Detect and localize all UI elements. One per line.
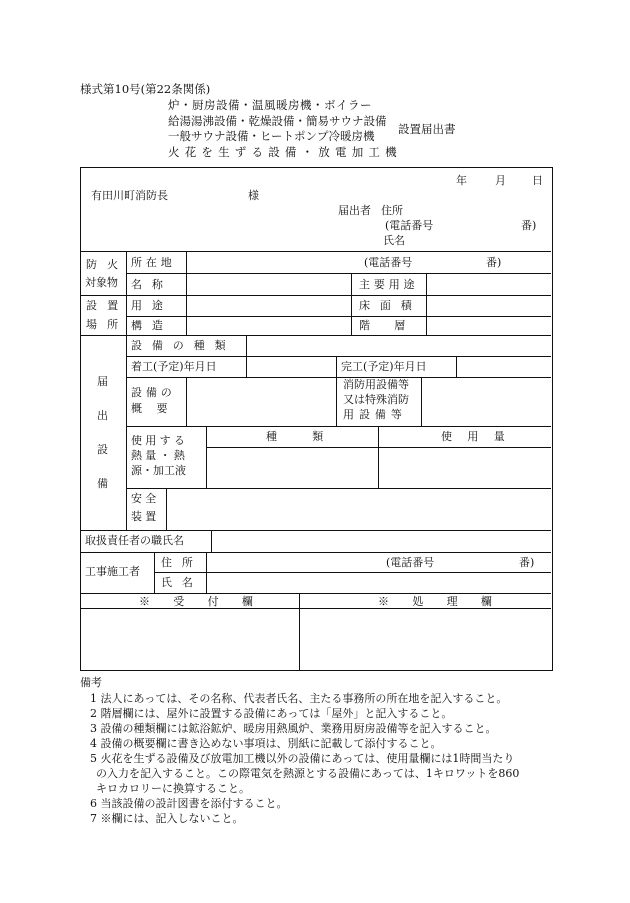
notes-heading: 備考 (80, 676, 102, 689)
form-number: 様式第10号(第22条関係) (80, 82, 211, 96)
heat-label-2: 熱量・熱 (131, 449, 189, 462)
applicant-name-label: 氏名 (383, 234, 405, 247)
equip-group-label-3: 設 (97, 443, 108, 456)
date-month: 月 (495, 174, 506, 187)
site-group-label-1: 設 置 (86, 299, 122, 312)
note-item: 6 当該設備の設計図書を添付すること。 (90, 797, 288, 810)
fire-equip-label-1: 消防用設備等 (343, 378, 409, 391)
main-use-label: 主要用途 (359, 278, 419, 291)
note-item: 3 設備の種類欄には鉱浴鉱炉、暖房用熱風炉、業務用厨房設備等を記入すること。 (90, 722, 497, 735)
equipment-line-2: 給湯湯沸設備・乾燥設備・簡易サウナ設備 (168, 114, 387, 128)
equip-kind-label: 設備の種類 (131, 339, 236, 352)
reception-column-header: ※ 受 付 欄 (139, 595, 263, 608)
note-item: 1 法人にあっては、その名称、代表者氏名、主たる事務所の所在地を記入すること。 (90, 692, 508, 705)
contractor-address-label: 住所 (161, 556, 203, 569)
applicant-label: 届出者 (338, 204, 371, 217)
note-item-continued: の入力を記入すること。この際電気を熱源とする設備にあっては、1キロワットを860 (96, 767, 520, 780)
site-use-label: 用途 (131, 299, 173, 312)
equipment-line-3: 一般サウナ設備・ヒートポンプ冷暖房機 (168, 129, 375, 143)
fire-equip-label-2: 又は特殊消防 (343, 393, 409, 406)
equipment-line-4: 火花を生ずる設備・放電加工機 (168, 145, 402, 159)
equip-group-label-1: 届 (97, 375, 108, 388)
outline-label-1: 設備の (131, 386, 176, 399)
site-group-label-2: 場 所 (86, 318, 122, 331)
note-item: 5 火花を生ずる設備及び放電加工機以外の設備にあっては、使用量欄には1時間当たり (90, 752, 515, 765)
equip-group-label-2: 出 (97, 409, 108, 422)
location-phone-end: 番) (486, 256, 502, 269)
location-label: 所在地 (131, 256, 176, 269)
process-column-header: ※ 処 理 欄 (378, 595, 502, 608)
end-date-label: 完工(予定)年月日 (341, 360, 427, 373)
safety-label-1: 安全 (131, 492, 160, 505)
amount-column-header: 使用量 (441, 430, 521, 443)
applicant-phone-end: 番) (521, 219, 537, 232)
addressee: 有田川町消防長 (91, 189, 168, 202)
safety-label-2: 装置 (131, 510, 160, 523)
manager-label: 取扱責任者の職氏名 (85, 534, 184, 547)
contractor-label: 工事施工者 (85, 565, 140, 578)
target-name-label: 名称 (131, 278, 173, 291)
note-item: 7 ※欄には、記入しないこと。 (90, 812, 244, 825)
application-form (80, 167, 553, 671)
contractor-name-label: 氏名 (161, 576, 203, 589)
floor-label: 階層 (359, 319, 430, 332)
date-year: 年 (456, 174, 467, 187)
target-group-label-1: 防 火 (86, 258, 122, 271)
form-title: 設置届出書 (398, 122, 456, 136)
fire-equip-label-3: 用設備等 (343, 408, 407, 421)
location-phone-label: (電話番号 (364, 256, 413, 269)
equipment-line-1: 炉・厨房設備・温風暖房機・ボイラー (168, 98, 372, 112)
note-item-continued: キロカロリーに換算すること。 (96, 782, 250, 795)
addressee-honorific: 様 (248, 189, 259, 202)
heat-label-3: 源・加工液 (131, 464, 186, 477)
heat-label-1: 使用する (131, 434, 189, 447)
equip-group-label-4: 備 (97, 477, 108, 490)
floor-area-label: 床面積 (359, 299, 422, 312)
contractor-phone-label: (電話番号 (386, 556, 435, 569)
date-day: 日 (532, 174, 543, 187)
outline-label-2: 概 要 (131, 402, 173, 415)
applicant-phone-label: (電話番号 (385, 219, 434, 232)
note-item: 4 設備の概要欄に書き込めない事項は、別紙に記載して添付すること。 (90, 737, 442, 750)
structure-label: 構造 (131, 319, 173, 332)
target-group-label-2: 対象物 (85, 276, 118, 289)
start-date-label: 着工(予定)年月日 (131, 360, 217, 373)
contractor-phone-end: 番) (519, 556, 535, 569)
note-item: 2 階層欄には、屋外に設置する設備にあっては「屋外」と記入すること。 (90, 707, 453, 720)
applicant-address-label: 住所 (381, 204, 403, 217)
type-column-header: 種類 (266, 430, 359, 443)
